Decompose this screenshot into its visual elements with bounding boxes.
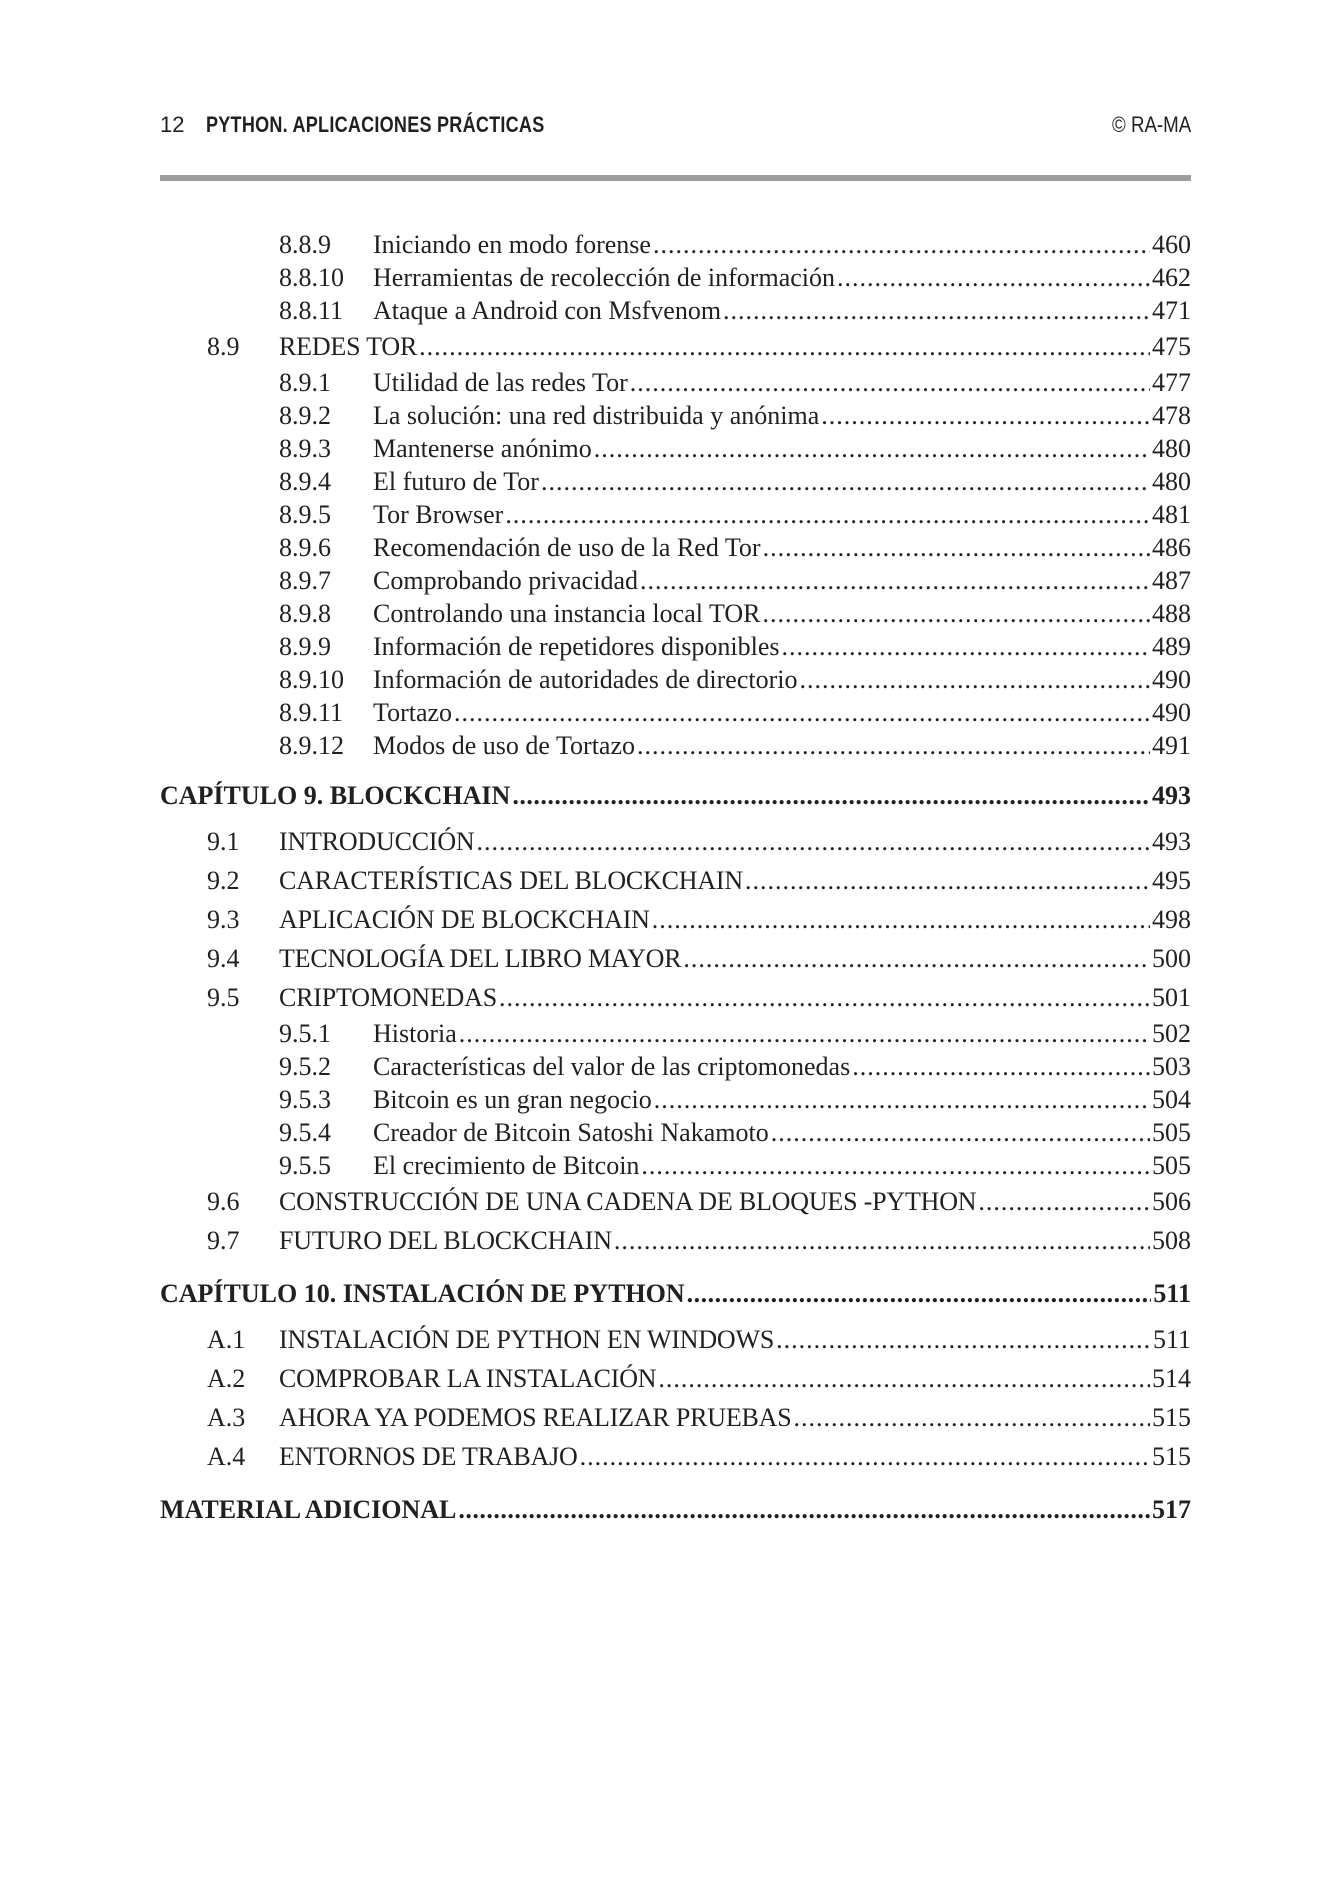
toc-dot-leader — [580, 1437, 1150, 1476]
toc-entry-number: 8.8.11 — [279, 296, 344, 325]
toc-subsection-entry — [160, 366, 1191, 399]
toc-subsection-entry — [160, 294, 1191, 327]
toc-entry-page: 511 — [1151, 1320, 1191, 1359]
toc-entry-number: 9.5.1 — [279, 1019, 331, 1048]
toc-entry-number: 8.8.10 — [279, 263, 344, 292]
toc-entry-number: A.3 — [207, 1403, 246, 1432]
toc-entry-title: CARACTERÍSTICAS DEL BLOCKCHAIN — [279, 861, 745, 900]
toc-dot-leader — [652, 900, 1150, 939]
toc-subsection-entry — [160, 630, 1191, 663]
toc-dot-leader — [800, 663, 1151, 696]
toc-dot-leader — [654, 1083, 1150, 1116]
toc-subsection-entry — [160, 1083, 1191, 1116]
toc-dot-leader — [723, 294, 1150, 327]
toc-entry-title: REDES TOR — [279, 327, 419, 366]
toc-dot-leader — [837, 261, 1150, 294]
toc-entry-title: Creador de Bitcoin Satoshi Nakamoto — [373, 1118, 769, 1147]
toc-entry-title: Información de repetidores disponibles — [373, 632, 780, 661]
running-header — [160, 112, 1191, 148]
book-title: PYTHON. APLICACIONES PRÁCTICAS — [206, 112, 545, 137]
toc-section-entry — [160, 1221, 1191, 1260]
toc-entry-title: CRIPTOMONEDAS — [279, 978, 499, 1017]
toc-subsection-entry — [160, 465, 1191, 498]
toc-dot-leader — [419, 327, 1150, 366]
toc-entry-title: Ataque a Android con Msfvenom — [373, 296, 722, 325]
toc-dot-leader — [459, 1017, 1150, 1050]
toc-section-entry — [160, 1437, 1191, 1476]
toc-subsection-entry — [160, 1116, 1191, 1149]
toc-entry-title: Controlando una instancia local TOR — [373, 599, 761, 628]
toc-entry-number: 8.9.9 — [279, 632, 331, 661]
toc-entry-page: 515 — [1150, 1398, 1191, 1437]
toc-entry-page: 478 — [1152, 401, 1191, 430]
toc-dot-leader — [771, 1116, 1150, 1149]
toc-dot-leader — [637, 729, 1150, 762]
toc-entry-page: 504 — [1152, 1085, 1191, 1114]
toc-entry-title: El crecimiento de Bitcoin — [373, 1151, 640, 1180]
toc-dot-leader — [458, 1484, 1150, 1536]
toc-dot-leader — [505, 498, 1150, 531]
toc-entry-number: 8.9.3 — [279, 434, 331, 463]
toc-entry-page: 517 — [1150, 1484, 1191, 1536]
toc-entry-number: A.4 — [207, 1442, 246, 1471]
toc-entry-number: 8.9 — [207, 332, 240, 361]
toc-entry-number: 8.9.2 — [279, 401, 331, 430]
toc-entry-page: 477 — [1152, 368, 1191, 397]
toc-subsection-entry — [160, 432, 1191, 465]
toc-entry-number: 8.9.1 — [279, 368, 331, 397]
toc-entry-page: 462 — [1152, 263, 1191, 292]
toc-entry-title: Mantenerse anónimo — [373, 434, 592, 463]
toc-dot-leader — [476, 822, 1150, 861]
toc-entry-page: 506 — [1150, 1182, 1191, 1221]
toc-entry-page: 514 — [1150, 1359, 1191, 1398]
toc-entry-title: Información de autoridades de directorio — [373, 665, 798, 694]
toc-entry-number: 8.9.7 — [279, 566, 331, 595]
toc-entry-page: 460 — [1152, 230, 1191, 259]
toc-entry-title: FUTURO DEL BLOCKCHAIN — [279, 1221, 614, 1260]
toc-dot-leader — [745, 861, 1150, 900]
toc-section-entry — [160, 1398, 1191, 1437]
toc-entry-title: Historia — [373, 1019, 457, 1048]
toc-subsection-entry — [160, 1149, 1191, 1182]
toc-entry-title: MATERIAL ADICIONAL — [160, 1484, 458, 1536]
toc-subsection-entry — [160, 1050, 1191, 1083]
toc-dot-leader — [821, 399, 1150, 432]
toc-entry-page: 490 — [1152, 665, 1191, 694]
toc-entry-number: 8.9.4 — [279, 467, 331, 496]
toc-dot-leader — [658, 1359, 1150, 1398]
toc-dot-leader — [499, 978, 1150, 1017]
toc-subsection-entry — [160, 261, 1191, 294]
table-of-contents — [160, 228, 1191, 1536]
toc-entry-page: 487 — [1152, 566, 1191, 595]
toc-chapter-entry — [160, 1482, 1191, 1536]
toc-entry-title: AHORA YA PODEMOS REALIZAR PRUEBAS — [279, 1398, 794, 1437]
toc-entry-title: Utilidad de las redes Tor — [373, 368, 628, 397]
toc-entry-page: 480 — [1152, 467, 1191, 496]
toc-entry-title: Tor Browser — [373, 500, 504, 529]
page-number: 12 — [160, 112, 185, 137]
toc-entry-number: 9.1 — [207, 827, 240, 856]
toc-dot-leader — [630, 366, 1150, 399]
toc-dot-leader — [641, 1149, 1150, 1182]
toc-entry-page: 502 — [1152, 1019, 1191, 1048]
toc-entry-number: 8.9.8 — [279, 599, 331, 628]
toc-entry-title: TECNOLOGÍA DEL LIBRO MAYOR — [279, 939, 683, 978]
toc-subsection-entry — [160, 663, 1191, 696]
toc-entry-number: 9.5.2 — [279, 1052, 331, 1081]
toc-entry-page: 486 — [1152, 533, 1191, 562]
toc-subsection-entry — [160, 564, 1191, 597]
toc-entry-title: La solución: una red distribuida y anónima — [373, 401, 820, 430]
toc-entry-number: 8.9.6 — [279, 533, 331, 562]
toc-entry-title: Comprobando privacidad — [373, 566, 638, 595]
toc-dot-leader — [852, 1050, 1150, 1083]
toc-entry-number: 8.9.12 — [279, 731, 344, 760]
toc-subsection-entry — [160, 597, 1191, 630]
toc-entry-number: 8.9.11 — [279, 698, 344, 727]
toc-entry-title: CONSTRUCCIÓN DE UNA CADENA DE BLOQUES -PYTHON — [279, 1182, 978, 1221]
toc-dot-leader — [541, 465, 1150, 498]
toc-entry-page: 503 — [1152, 1052, 1191, 1081]
toc-entry-number: 9.6 — [207, 1187, 240, 1216]
toc-entry-title: El futuro de Tor — [373, 467, 539, 496]
toc-section-entry — [160, 978, 1191, 1017]
toc-entry-title: Modos de uso de Tortazo — [373, 731, 635, 760]
toc-dot-leader — [512, 770, 1150, 822]
toc-entry-title: Bitcoin es un gran negocio — [373, 1085, 652, 1114]
toc-dot-leader — [653, 228, 1150, 261]
toc-entry-number: 8.9.10 — [279, 665, 344, 694]
toc-entry-page: 500 — [1150, 939, 1191, 978]
toc-entry-title: Recomendación de uso de la Red Tor — [373, 533, 761, 562]
toc-dot-leader — [640, 564, 1150, 597]
toc-entry-page: 480 — [1152, 434, 1191, 463]
toc-section-entry — [160, 939, 1191, 978]
header-rule — [160, 175, 1191, 181]
toc-dot-leader — [978, 1182, 1150, 1221]
toc-entry-number: 9.5.3 — [279, 1085, 331, 1114]
toc-section-entry — [160, 1320, 1191, 1359]
toc-entry-page: 508 — [1150, 1221, 1191, 1260]
toc-entry-title: CAPÍTULO 10. INSTALACIÓN DE PYTHON — [160, 1268, 687, 1320]
toc-entry-title: Herramientas de recolección de información — [373, 263, 835, 292]
toc-entry-title: Tortazo — [373, 698, 453, 727]
toc-dot-leader — [763, 597, 1150, 630]
toc-entry-page: 515 — [1150, 1437, 1191, 1476]
toc-section-entry — [160, 327, 1191, 366]
toc-entry-page: 481 — [1152, 500, 1191, 529]
toc-dot-leader — [794, 1398, 1150, 1437]
toc-entry-page: 495 — [1150, 861, 1191, 900]
toc-entry-number: A.2 — [207, 1364, 246, 1393]
toc-dot-leader — [763, 531, 1150, 564]
toc-entry-page: 490 — [1152, 698, 1191, 727]
toc-entry-number: 8.9.5 — [279, 500, 331, 529]
toc-entry-page: 488 — [1152, 599, 1191, 628]
toc-entry-page: 493 — [1150, 822, 1191, 861]
toc-section-entry — [160, 900, 1191, 939]
toc-entry-number: 9.5.5 — [279, 1151, 331, 1180]
toc-entry-title: COMPROBAR LA INSTALACIÓN — [279, 1359, 658, 1398]
toc-dot-leader — [776, 1320, 1151, 1359]
toc-entry-title: ENTORNOS DE TRABAJO — [279, 1437, 580, 1476]
toc-entry-title: INTRODUCCIÓN — [279, 822, 476, 861]
toc-entry-number: 9.4 — [207, 944, 240, 973]
toc-entry-title: APLICACIÓN DE BLOCKCHAIN — [279, 900, 652, 939]
toc-entry-page: 511 — [1151, 1268, 1191, 1320]
toc-entry-number: 8.8.9 — [279, 230, 331, 259]
toc-entry-page: 501 — [1150, 978, 1191, 1017]
toc-entry-number: 9.2 — [207, 866, 240, 895]
toc-subsection-entry — [160, 399, 1191, 432]
toc-entry-title: Iniciando en modo forense — [373, 230, 651, 259]
toc-section-entry — [160, 1182, 1191, 1221]
toc-section-entry — [160, 1359, 1191, 1398]
toc-entry-page: 489 — [1152, 632, 1191, 661]
publisher-mark: © RA-MA — [1111, 112, 1191, 137]
toc-subsection-entry — [160, 696, 1191, 729]
toc-entry-page: 475 — [1150, 327, 1191, 366]
toc-dot-leader — [683, 939, 1150, 978]
toc-section-entry — [160, 822, 1191, 861]
toc-dot-leader — [782, 630, 1151, 663]
toc-subsection-entry — [160, 729, 1191, 762]
toc-entry-title: CAPÍTULO 9. BLOCKCHAIN — [160, 770, 512, 822]
toc-entry-number: 9.7 — [207, 1226, 240, 1255]
toc-subsection-entry — [160, 498, 1191, 531]
toc-dot-leader — [454, 696, 1150, 729]
toc-entry-page: 491 — [1152, 731, 1191, 760]
toc-entry-number: 9.5 — [207, 983, 240, 1012]
toc-entry-title: Características del valor de las criptomonedas — [373, 1052, 851, 1081]
toc-dot-leader — [687, 1268, 1152, 1320]
toc-entry-page: 471 — [1152, 296, 1191, 325]
toc-entry-page: 505 — [1152, 1118, 1191, 1147]
toc-chapter-entry — [160, 1266, 1191, 1320]
toc-entry-page: 493 — [1150, 770, 1191, 822]
toc-dot-leader — [614, 1221, 1150, 1260]
toc-entry-title: INSTALACIÓN DE PYTHON EN WINDOWS — [279, 1320, 776, 1359]
toc-dot-leader — [594, 432, 1150, 465]
toc-chapter-entry — [160, 768, 1191, 822]
toc-subsection-entry — [160, 531, 1191, 564]
toc-subsection-entry — [160, 1017, 1191, 1050]
toc-entry-page: 505 — [1152, 1151, 1191, 1180]
toc-entry-number: 9.5.4 — [279, 1118, 331, 1147]
toc-subsection-entry — [160, 228, 1191, 261]
toc-section-entry — [160, 861, 1191, 900]
toc-entry-number: 9.3 — [207, 905, 240, 934]
toc-entry-number: A.1 — [207, 1325, 246, 1354]
toc-entry-page: 498 — [1150, 900, 1191, 939]
